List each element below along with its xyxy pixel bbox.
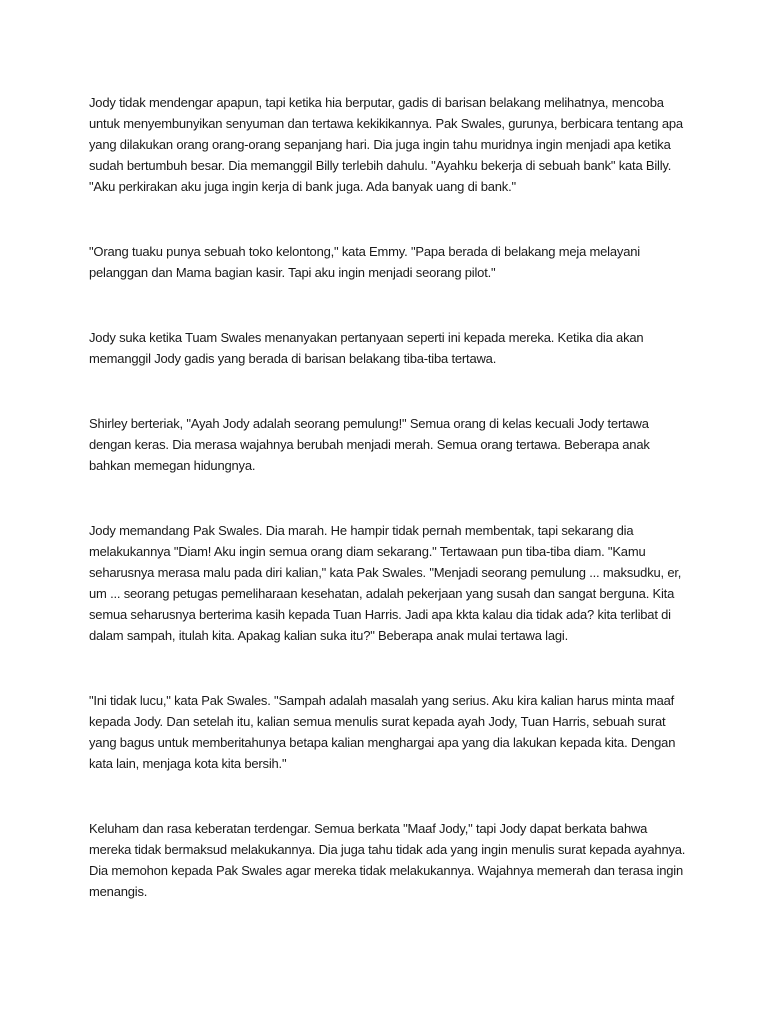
document-body	[89, 92, 689, 946]
paragraph-4: Shirley berteriak, "Ayah Jody adalah seorang pemulung!" Semua orang di kelas kecuali Jody tertawa dengan keras. Dia merasa wajahnya berubah menjadi merah. Semua orang tertawa. Beberapa anak bahkan memegan hidungnya.	[89, 416, 650, 473]
paragraph-1: Jody tidak mendengar apapun, tapi ketika hia berputar, gadis di barisan belakang melihatnya, mencoba untuk menyembunyikan senyuman dan tertawa kekikikannya. Pak Swales, gurunya, berbicara tentang apa yang dilakukan orang orang-orang sepanjang hari. Dia juga ingin tahu muridnya ingin menjadi apa ketika sudah bertumbuh besar. Dia memanggil Billy terlebih dahulu. "Ayahku bekerja di sebuah bank" kata Billy. "Aku perkirakan aku juga ingin kerja di bank juga. Ada banyak uang di bank."	[89, 95, 683, 194]
paragraph-2: "Orang tuaku punya sebuah toko kelontong," kata Emmy. "Papa berada di belakang meja melayani pelanggan dan Mama bagian kasir. Tapi aku ingin menjadi seorang pilot."	[89, 244, 640, 280]
paragraph-6: "Ini tidak lucu," kata Pak Swales. "Sampah adalah masalah yang serius. Aku kira kalian harus minta maaf kepada Jody. Dan setelah itu, kalian semua menulis surat kepada ayah Jody, Tuan Harris, sebuah surat yang bagus untuk memberitahunya betapa kalian menghargai apa yang dia lakukan kepada kita. Dengan kata lain, menjaga kota kita bersih."	[89, 693, 676, 771]
paragraph-7: Keluham dan rasa keberatan terdengar. Semua berkata "Maaf Jody," tapi Jody dapat berkata bahwa mereka tidak bermaksud melakukannya. Dia juga tahu tidak ada yang ingin menulis surat kepada ayahnya. Dia memohon kepada Pak Swales agar mereka tidak melakukannya. Wajahnya memerah dan terasa ingin menangis.	[89, 821, 686, 899]
paragraph-5: Jody memandang Pak Swales. Dia marah. He hampir tidak pernah membentak, tapi sekarang dia melakukannya "Diam! Aku ingin semua orang diam sekarang." Tertawaan pun tiba-tiba diam. "Kamu seharusnya merasa malu pada diri kalian," kata Pak Swales. "Menjadi seorang pemulung ... maksudku, er, um ... seorang petugas pemeliharaan kesehatan, adalah pekerjaan yang susah dan sangat berguna. Kita semua seharusnya berterima kasih kepada Tuan Harris. Jadi apa kkta kalau dia tidak ada? kita terlibat di dalam sampah, itulah kita. Apakag kalian suka itu?" Beberapa anak mulai tertawa lagi.	[89, 523, 682, 643]
paragraph-3: Jody suka ketika Tuam Swales menanyakan pertanyaan seperti ini kepada mereka. Ketika dia akan memanggil Jody gadis yang berada di barisan belakang tiba-tiba tertawa.	[89, 330, 644, 366]
